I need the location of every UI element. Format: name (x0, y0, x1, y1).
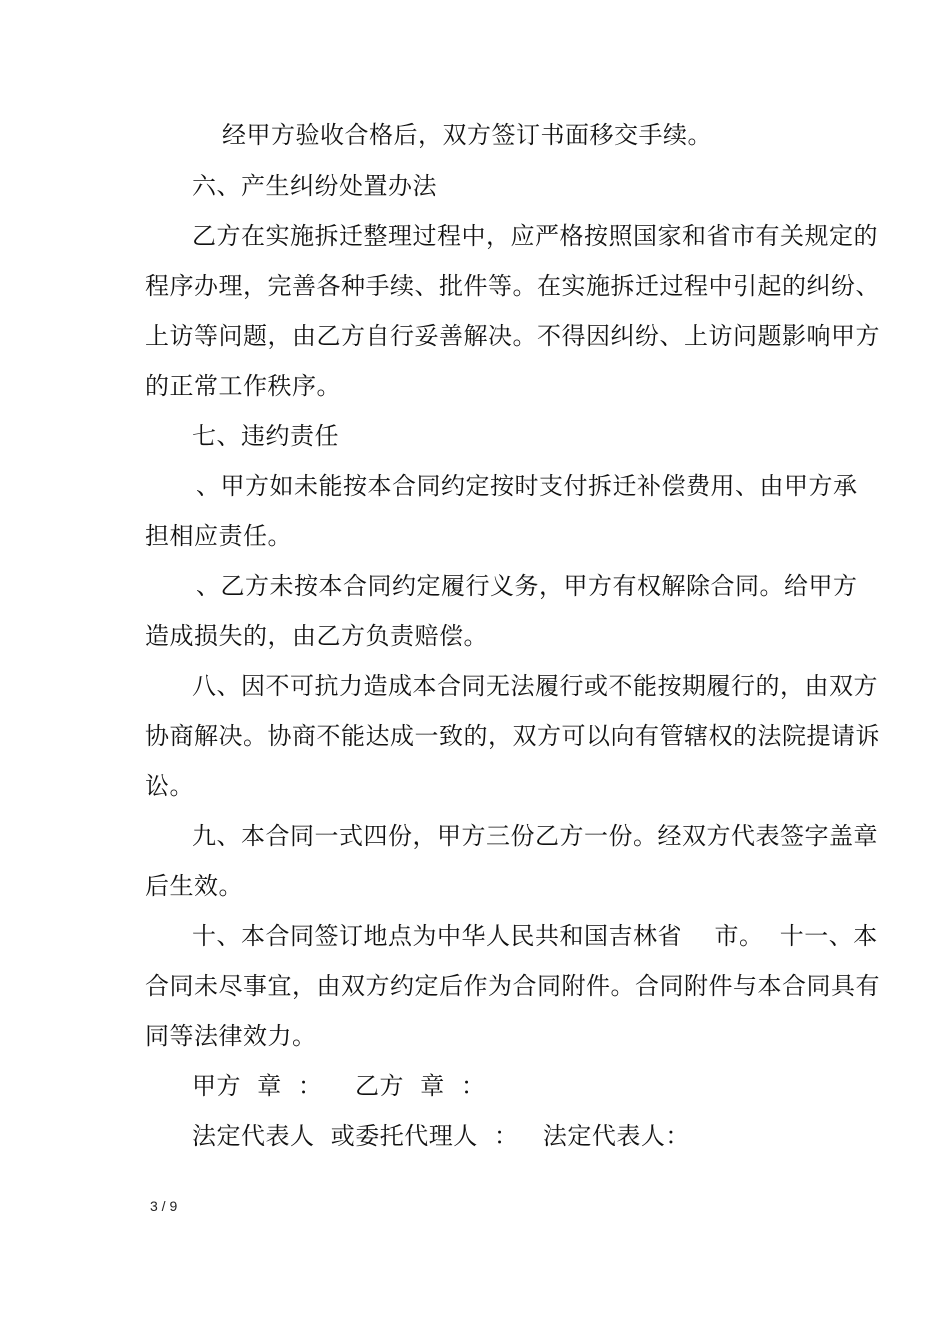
paragraph-line: 担相应责任。 (145, 522, 292, 550)
section-heading: 七、违约责任 (192, 422, 339, 450)
paragraph-line: 经甲方验收合格后，双方签订书面移交手续。 (222, 121, 712, 149)
page-number: 3 / 9 (150, 1198, 178, 1214)
paragraph-line: 九、本合同一式四份，甲方三份乙方一份。经双方代表签字盖章 (192, 822, 878, 850)
paragraph-line: 后生效。 (145, 872, 243, 900)
paragraph-line: 上访等问题，由乙方自行妥善解决。不得因纠纷、上访问题影响甲方 (145, 322, 880, 350)
paragraph-line: 、乙方未按本合同约定履行义务，甲方有权解除合同。给甲方 (196, 572, 858, 600)
paragraph-line: 十、本合同签订地点为中华人民共和国吉林省 市。 十一、本 (192, 922, 878, 950)
paragraph-line: 合同未尽事宜，由双方约定后作为合同附件。合同附件与本合同具有 (145, 972, 880, 1000)
paragraph-line: 乙方在实施拆迁整理过程中，应严格按照国家和省市有关规定的 (192, 222, 878, 250)
paragraph-line: 协商解决。协商不能达成一致的，双方可以向有管辖权的法院提请诉 (145, 722, 880, 750)
paragraph-line: 同等法律效力。 (145, 1022, 317, 1050)
signature-line: 甲方 章 ： 乙方 章 ： (192, 1072, 486, 1100)
paragraph-line: 程序办理，完善各种手续、批件等。在实施拆迁过程中引起的纠纷、 (145, 272, 880, 300)
paragraph-line: 八、因不可抗力造成本合同无法履行或不能按期履行的，由双方 (192, 672, 878, 700)
paragraph-line: 讼。 (145, 772, 194, 800)
paragraph-line: 造成损失的，由乙方负责赔偿。 (145, 622, 488, 650)
paragraph-line: 、甲方如未能按本合同约定按时支付拆迁补偿费用、由甲方承 (196, 472, 858, 500)
paragraph-line: 的正常工作秩序。 (145, 372, 341, 400)
signature-line: 法定代表人 或委托代理人 ： 法定代表人： (192, 1122, 690, 1150)
section-heading: 六、产生纠纷处置办法 (192, 172, 437, 200)
